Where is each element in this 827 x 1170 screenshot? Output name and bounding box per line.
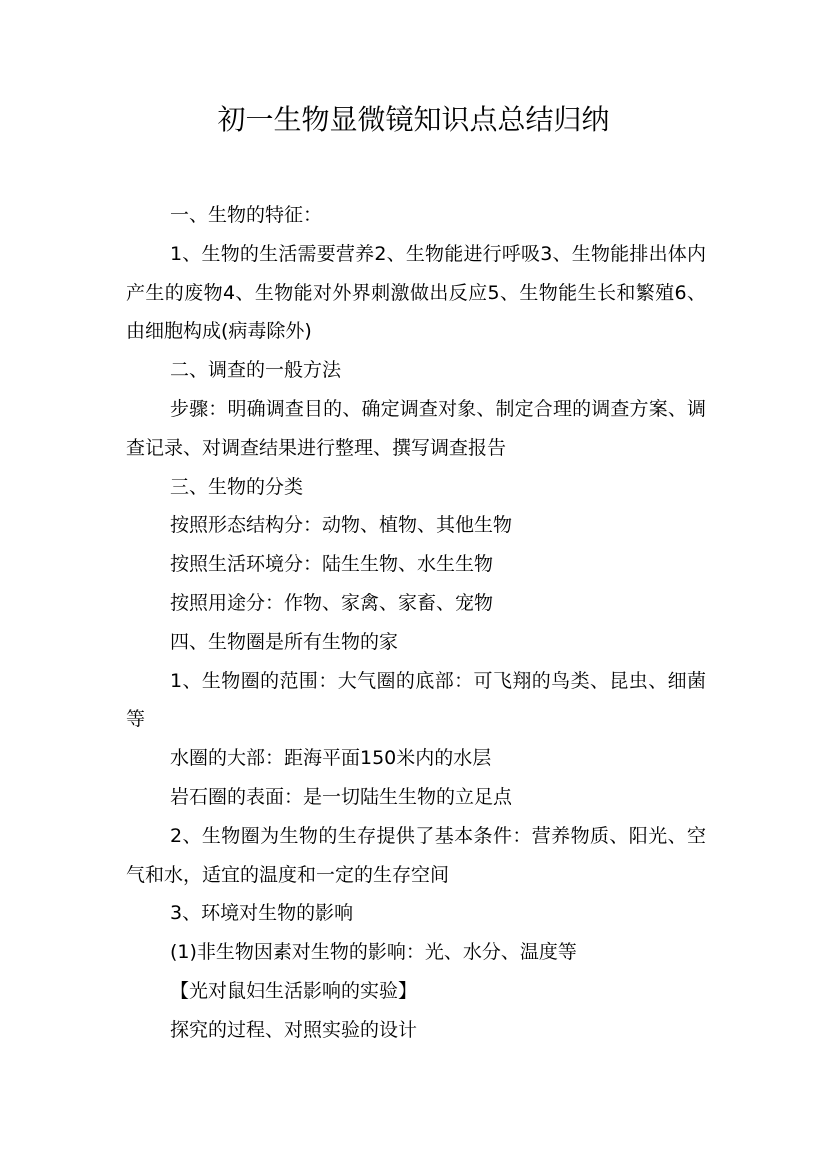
paragraph-5: 三、生物的分类 [170, 475, 304, 498]
paragraph-16: 【光对鼠妇生活影响的实验】 [170, 979, 418, 1002]
paragraph-6: 按照形态结构分：动物、植物、其他生物 [170, 514, 513, 537]
document-body [126, 196, 706, 1050]
paragraph-1: 一、生物的特征： [170, 204, 323, 226]
paragraph-13: 2、生物圈为生物的生存提供了基本条件：营养物质、阳光、空气和水，适宜的温度和一定的生存空间 [126, 824, 706, 886]
paragraph-15: (1)非生物因素对生物的影响：光、水分、温度等 [170, 941, 577, 964]
paragraph-7: 按照生活环境分：陆生生物、水生生物 [170, 553, 494, 576]
paragraph-2: 1、生物的生活需要营养2、生物能进行呼吸3、生物能排出体内产生的废物4、生物能对外界刺激做出反应5、生物能生长和繁殖6、由细胞构成(病毒除外) [126, 242, 706, 343]
paragraph-14: 3、环境对生物的影响 [170, 902, 354, 925]
paragraph-9: 四、生物圈是所有生物的家 [170, 630, 399, 653]
paragraph-10: 1、生物圈的范围：大气圈的底部：可飞翔的鸟类、昆虫、细菌等 [126, 669, 706, 731]
paragraph-11: 水圈的大部：距海平面150米内的水层 [170, 747, 492, 770]
paragraph-8: 按照用途分：作物、家禽、家畜、宠物 [170, 591, 494, 614]
paragraph-12: 岩石圈的表面：是一切陆生生物的立足点 [170, 785, 513, 808]
paragraph-4: 步骤：明确调查目的、确定调查对象、制定合理的调查方案、调查记录、对调查结果进行整理、撰写调查报告 [126, 397, 706, 459]
paragraph-3: 二、调查的一般方法 [170, 359, 342, 382]
paragraph-17: 探究的过程、对照实验的设计 [170, 1018, 418, 1041]
document-title: 初一生物显微镜知识点总结归纳 [217, 103, 610, 136]
